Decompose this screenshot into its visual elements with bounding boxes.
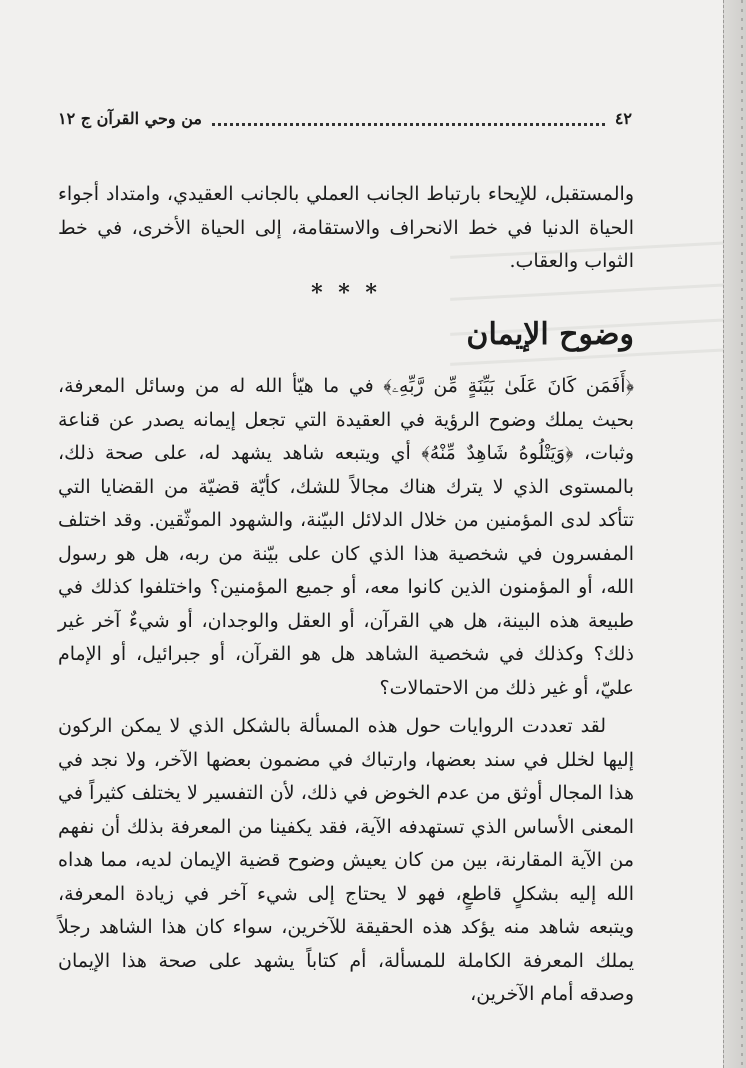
- page-number: ٤٢: [614, 108, 632, 128]
- section-heading: وضوح الإيمان: [466, 317, 634, 352]
- book-title: من وحي القرآن ج ١٢: [58, 108, 202, 128]
- page-edge-marks: [741, 0, 743, 1068]
- header-dotted-leader: [212, 113, 605, 126]
- paragraph-3: لقد تعددت الروايات حول هذه المسألة بالشكل الذي لا يمكن الركون إليها لخلل في سند بعضها، وارتباك في مضمون بعضها الآخر، ولا نجد في هذا المجال أوثق من عدم الخوض في ذلك، لأن التفسير لا يختلف كثيراً في المعنى الأساس الذي تستهدفه الآية، فقد يكفينا من المعرفة بذلك أن نفهم من الآية المقارنة، بين من كان يعيش وضوح قضية الإيمان لديه، مما هداه الله إليه بشكلٍ قاطعٍ، فهو لا يحتاج إلى شيء آخر في زيادة المعرفة، ويتبعه شاهد منه يؤكد هذه الحقيقة للآخرين، سواء كان هذا الشاهد رجلاً يملك المعرفة الكاملة للمسألة، أم كتاباً يشهد على صحة هذا الإيمان وصدقه أمام الآخرين،: [58, 715, 634, 1005]
- section-separator: * * *: [311, 280, 381, 306]
- running-header: [58, 104, 632, 132]
- paragraph-2: ﴿أَفَمَن كَانَ عَلَىٰ بَيِّنَةٍ مِّن رَّبِّهِۦ﴾ في ما هيّأ الله له من وسائل المعرفة، بحيث يملك وضوح الرؤية في العقيدة التي تجعل إيمانه يصدر عن قناعة وثبات، ﴿وَيَتْلُوهُ شَاهِدٌ مِّنْهُ﴾ أي ويتبعه شاهد يشهد له، على صحة ذلك، بالمستوى الذي لا يترك هناك مجالاً للشك، كأيّة قضيّة من القضايا التي تتأكد لدى المؤمنين من خلال الدلائل البيّنة، والشهود الموثّقين. وقد اختلف المفسرون في شخصية هذا الذي كان على بيّنة من ربه، هل هو رسول الله، أو المؤمنون الذين كانوا معه، أو جميع المؤمنين؟ واختلفوا كذلك في طبيعة هذه البينة، هل هي القرآن، أو العقل والوجدان، أو شيءٌ آخر غير ذلك؟ وكذلك في شخصية الشاهد هل هو القرآن، أو جبرائيل، أو الإمام عليّ، أو غير ذلك من الاحتمالات؟: [58, 375, 634, 699]
- paragraph-1: والمستقبل، للإيحاء بارتباط الجانب العملي بالجانب العقيدي، وامتداد أجواء الحياة الدنيا في خط الانحراف والاستقامة، إلى الحياة الأخرى، في خط الثواب والعقاب.: [58, 183, 634, 272]
